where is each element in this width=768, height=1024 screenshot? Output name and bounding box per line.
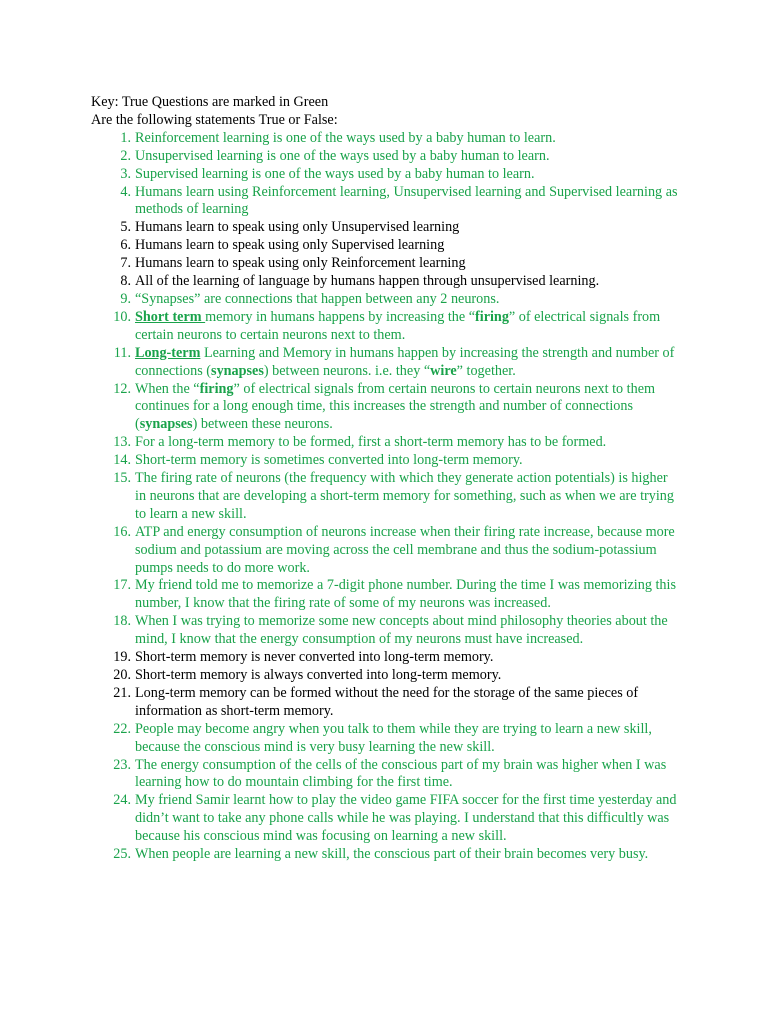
question-number: 14. [113, 452, 131, 469]
question-item [91, 721, 680, 757]
document-content [91, 94, 691, 864]
question-number: 5. [120, 219, 131, 236]
question-number: 23. [113, 756, 131, 773]
question-number: 4. [120, 183, 131, 200]
question-text: Humans learn to speak using only Reinforcement learning [135, 255, 466, 272]
question-number: 17. [113, 577, 131, 594]
question-text: Short-term memory is never converted into long-term memory. [135, 649, 494, 666]
question-text: My friend told me to memorize a 7-digit phone number. During the time I was memorizing this number, I know that the firing rate of some of my neurons was increased. [135, 577, 676, 612]
question-number: 13. [113, 434, 131, 451]
question-item [91, 255, 680, 273]
question-number: 16. [113, 523, 131, 540]
question-text: When I was trying to memorize some new concepts about mind philosophy theories about the mind, I know that the energy consumption of my neurons must have increased. [135, 613, 668, 648]
question-item [91, 130, 680, 148]
question-text: Short-term memory is sometimes converted into long-term memory. [135, 452, 523, 469]
question-text: When people are learning a new skill, the conscious part of their brain becomes very busy. [135, 846, 649, 863]
question-text: The firing rate of neurons (the frequency with which they generate action potentials) is higher in neurons that are developing a short-term memory for something, such as when we are trying to learn a new skill. [135, 470, 674, 522]
question-number: 15. [113, 470, 131, 487]
question-text: My friend Samir learnt how to play the video game FIFA soccer for the first time yesterday and didn’t want to take any phone calls while he was playing. I understand that this difficultly was because his conscious mind was focusing on learning a new skill. [135, 792, 677, 845]
question-number: 9. [120, 290, 131, 307]
question-item [91, 148, 680, 166]
question-item [91, 309, 680, 345]
question-list [91, 130, 691, 864]
question-number: 7. [120, 255, 131, 272]
question-text: All of the learning of language by humans happen through unsupervised learning. [135, 273, 600, 290]
question-text: Reinforcement learning is one of the ways used by a baby human to learn. [135, 129, 556, 146]
question-item [91, 219, 680, 237]
question-item [91, 846, 680, 864]
question-number: 25. [113, 846, 131, 863]
bold-term: synapses [211, 362, 264, 379]
question-number: 6. [120, 237, 131, 254]
question-text: Unsupervised learning is one of the ways used by a baby human to learn. [135, 147, 550, 164]
question-number: 12. [113, 380, 131, 397]
question-number: 24. [113, 792, 131, 809]
question-number: 18. [113, 613, 131, 630]
question-text: Short term memory in humans happens by increasing the “firing” of electrical signals from certain neurons to certain neurons next to them. [135, 308, 661, 343]
question-item [91, 577, 680, 613]
question-number: 20. [113, 667, 131, 683]
question-item [91, 273, 680, 291]
question-text: For a long-term memory to be formed, first a short-term memory has to be formed. [135, 434, 607, 451]
question-number: 10. [113, 308, 131, 325]
question-number: 21. [113, 684, 131, 701]
key-line: Key: True Questions are marked in Green [91, 94, 329, 110]
question-number: 2. [120, 147, 131, 164]
question-number: 19. [113, 649, 131, 666]
question-number: 1. [120, 129, 131, 146]
question-item [91, 470, 680, 524]
key-term: Short term [135, 308, 206, 325]
question-number: 8. [120, 273, 131, 290]
question-text: Humans learn using Reinforcement learning, Unsupervised learning and Supervised learning as methods of learning [135, 183, 678, 218]
question-item [91, 434, 680, 452]
question-text: Long-term Learning and Memory in humans happen by increasing the strength and number of connections (synapses) between neurons. i.e. they “wire” together. [135, 344, 675, 379]
bold-term: firing [475, 308, 509, 325]
question-item [91, 381, 680, 435]
question-item [91, 345, 680, 381]
question-item [91, 792, 680, 846]
intro-line: Are the following statements True or False: [91, 111, 338, 128]
question-item [91, 649, 680, 667]
question-item [91, 524, 680, 578]
question-item [91, 613, 680, 649]
question-number: 3. [120, 165, 131, 182]
question-text: Long-term memory can be formed without the need for the storage of the same pieces of information as short-term memory. [135, 684, 639, 719]
question-text: Supervised learning is one of the ways used by a baby human to learn. [135, 165, 535, 182]
question-item [91, 237, 680, 255]
question-text: The energy consumption of the cells of the conscious part of my brain was higher when I was learning how to do mountain climbing for the first time. [135, 756, 667, 791]
question-text: When the “firing” of electrical signals from certain neurons to certain neurons next to them continues for a long enough time, this increases the strength and number of connections (synapses) between these neurons. [135, 380, 656, 433]
question-text: ATP and energy consumption of neurons increase when their firing rate increase, because more sodium and potassium are moving across the cell membrane and thus the sodium-potassium pumps needs to do more work. [135, 523, 675, 576]
question-text: Humans learn to speak using only Unsupervised learning [135, 219, 460, 236]
question-item [91, 291, 680, 309]
bold-term: firing [199, 380, 234, 397]
question-item [91, 166, 680, 184]
question-text: “Synapses” are connections that happen between any 2 neurons. [135, 290, 500, 307]
question-text: Short-term memory is always converted into long-term memory. [135, 667, 502, 683]
question-item [91, 184, 680, 220]
bold-term: synapses [139, 416, 193, 433]
key-term: Long-term [135, 344, 201, 361]
question-item [91, 757, 680, 793]
question-text: Humans learn to speak using only Supervised learning [135, 237, 445, 254]
question-text: People may become angry when you talk to them while they are trying to learn a new skill, because the conscious mind is very busy learning the new skill. [135, 720, 652, 755]
question-item [91, 452, 680, 470]
question-item [91, 667, 680, 685]
question-number: 11. [113, 344, 131, 361]
bold-term: wire [430, 362, 457, 379]
question-number: 22. [113, 720, 131, 737]
question-item [91, 685, 680, 721]
